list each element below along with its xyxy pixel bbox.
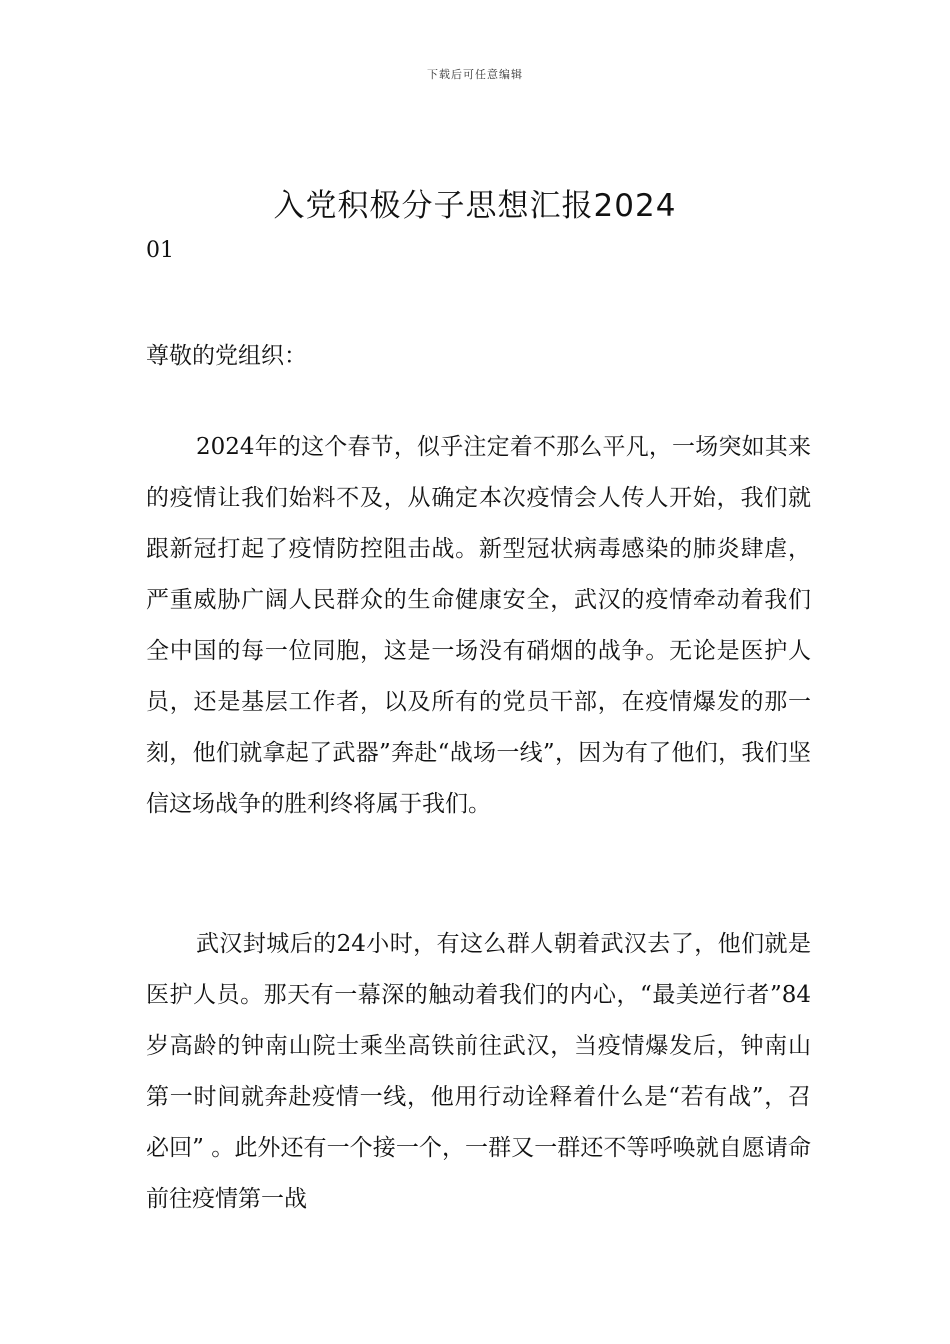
document-title: 入党积极分子思想汇报2024 <box>273 188 677 224</box>
paragraph-1: 2024年的这个春节，似乎注定着不那么平凡，一场突如其来的疫情让我们始料不及，从确定本次疫情会人传人开始，我们就跟新冠打起了疫情防控阻击战。新型冠状病毒感染的肺炎肆虐，严重威胁广阔人民群众的生命健康安全，武汉的疫情牵动着我们全中国的每一位同胞，这是一场没有硝烟的战争。无论是医护人员，还是基层工作者，以及所有的党员干部，在疫情爆发的那一刻，他们就拿起了武器”奔赴“战场一线”，因为有了他们，我们坚信这场战争的胜利终将属于我们。 <box>146 434 811 817</box>
salutation: 尊敬的党组织： <box>146 343 307 369</box>
paragraph-2: 武汉封城后的24小时，有这么群人朝着武汉去了，他们就是医护人员。那天有一幕深的触动着我们的内心，“最美逆行者”84岁高龄的钟南山院士乘坐高铁前往武汉，当疫情爆发后，钟南山第一时间就奔赴疫情一线，他用行动诠释着什么是“若有战”，召必回” 。此外还有一个接一个，一群又一群还不等呼唤就自愿请命前往疫情第一战 <box>146 931 811 1212</box>
header-note: 下载后可任意编辑 <box>427 68 523 81</box>
document-number: 01 <box>146 238 174 263</box>
